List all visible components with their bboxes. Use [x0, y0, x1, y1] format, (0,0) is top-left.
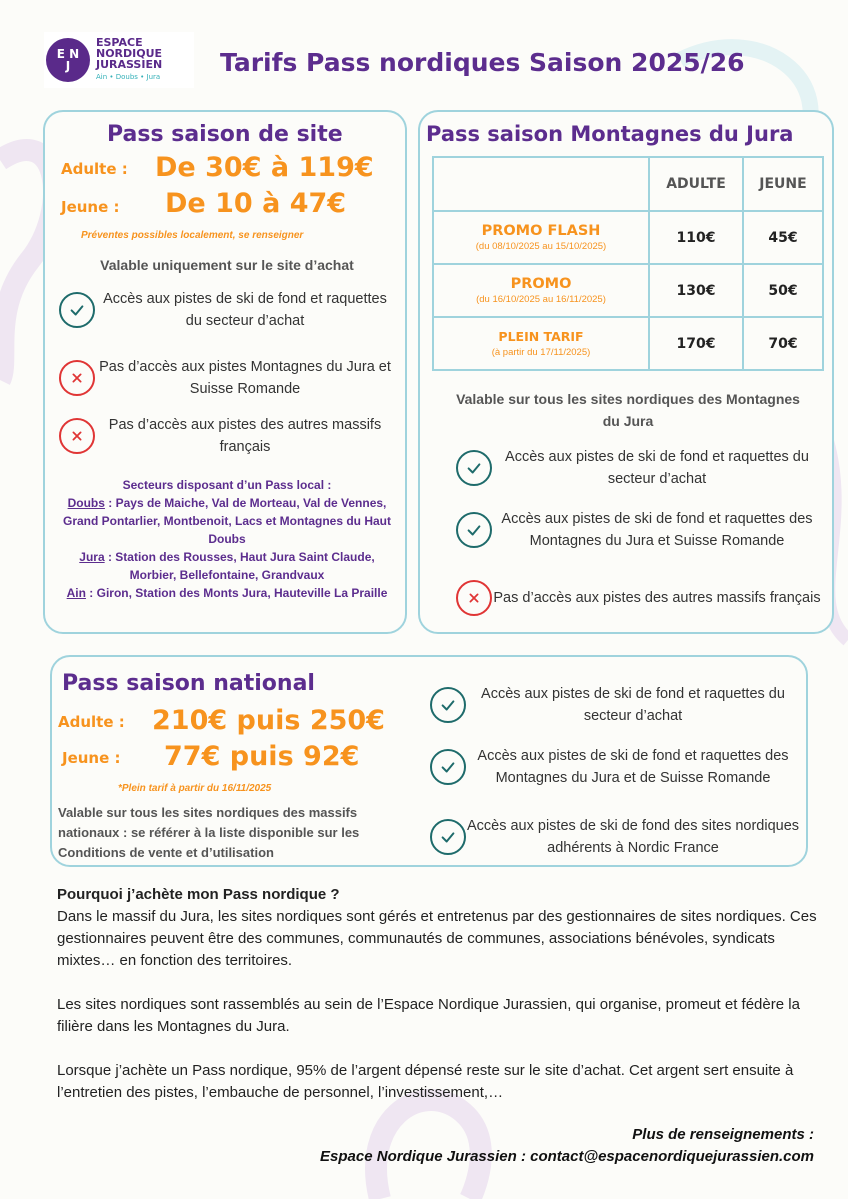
national-pass-feature: Accès aux pistes de ski de fond et raquettes des Montagnes du Jura et de Suisse Romande: [430, 745, 800, 789]
why-paragraph: Dans le massif du Jura, les sites nordiques sont gérés et entretenus par des gestionnaires de sites nordiques. Ces gestionnaires peuvent être des communes, communautés de communes, associations bénévoles, syndicats mixtes… en fonction des territoires.: [57, 908, 817, 969]
why-section: [57, 884, 817, 1126]
logo-wordmark: ESPACE NORDIQUE JURASSIEN Ain • Doubs • Jura: [96, 36, 163, 81]
local-pass-sectors: Secteurs disposant d’un Pass local : Doubs : Pays de Maiche, Val de Morteau, Val de Vennes, Grand Pontarlier, Montbenoit, Lacs et Montagnes du Haut Doubs Jura : Station des Rousses, Haut Jura Saint Claude, Morbier, Bellefontaine, Grandvaux Ain : Giron, Station des Monts Jura, Hauteville La Praille: [55, 476, 399, 602]
jura-pass-feature: Accès aux pistes de ski de fond et raquettes du secteur d’achat: [456, 446, 826, 490]
sector-ain: Ain : Giron, Station des Monts Jura, Hauteville La Praille: [66, 586, 388, 600]
table-row: PROMO FLASH (du 08/10/2025 au 15/10/2025) 110€ 45€: [433, 211, 823, 264]
check-icon: [456, 512, 492, 548]
national-pass-note: *Plein tarif à partir du 16/11/2025: [118, 783, 272, 794]
sector-doubs: Doubs : Pays de Maiche, Val de Morteau, Val de Vennes, Grand Pontarlier, Montbenoit, Lacs et Montagnes du Haut Doubs: [62, 496, 392, 546]
table-row: PROMO (du 16/10/2025 au 16/11/2025) 130€ 50€: [433, 264, 823, 317]
jura-pass-validity: Valable sur tous les sites nordiques des Montagnes du Jura: [456, 391, 800, 429]
national-pass-youth-label: Jeune :: [62, 749, 121, 767]
jura-pass-price-table: [432, 156, 824, 371]
why-paragraph: Les sites nordiques sont rassemblés au sein de l’Espace Nordique Jurassien, qui organise, promeut et fédère la filière dans les Montagnes du Jura.: [57, 996, 800, 1035]
check-icon: [430, 749, 466, 785]
site-pass-adult-label: Adulte :: [61, 160, 128, 178]
national-pass-feature: Accès aux pistes de ski de fond des sites nordiques adhérents à Nordic France: [430, 815, 800, 859]
check-icon: [59, 292, 95, 328]
jura-pass-card: [418, 110, 834, 634]
site-pass-youth-label: Jeune :: [61, 198, 120, 216]
site-pass-note: Préventes possibles localement, se renseigner: [81, 230, 304, 241]
national-pass-adult-label: Adulte :: [58, 713, 125, 731]
cross-icon: [59, 418, 95, 454]
cross-icon: [456, 580, 492, 616]
site-pass-youth-price: De 10 à 47€: [165, 188, 347, 219]
national-pass-card: [50, 655, 808, 867]
site-pass-card: [43, 110, 407, 634]
national-pass-adult-price: 210€ puis 250€: [152, 705, 385, 736]
jura-pass-feature: Accès aux pistes de ski de fond et raquettes des Montagnes du Jura et Suisse Romande: [456, 508, 826, 552]
jura-pass-feature: Pas d’accès aux pistes des autres massifs français: [456, 580, 826, 616]
sector-jura: Jura : Station des Rousses, Haut Jura Saint Claude, Morbier, Bellefontaine, Grandvaux: [79, 550, 375, 582]
site-pass-feature: Pas d’accès aux pistes Montagnes du Jura et Suisse Romande: [59, 356, 399, 400]
page-title: Tarifs Pass nordiques Saison 2025/26: [220, 48, 745, 77]
check-icon: [430, 819, 466, 855]
check-icon: [456, 450, 492, 486]
col-header-youth: JEUNE: [743, 157, 823, 211]
check-icon: [430, 687, 466, 723]
cross-icon: [59, 360, 95, 396]
site-pass-title: Pass saison de site: [107, 122, 343, 147]
why-paragraph: Lorsque j’achète un Pass nordique, 95% de l’argent dépensé reste sur le site d’achat. Cet argent sert ensuite à l’entretien des pistes, l’embauche de personnel, l’investissement,…: [57, 1062, 794, 1101]
logo: [44, 32, 194, 88]
contact-info: Plus de renseignements : Espace Nordique Jurassien : contact@espacenordiquejurassien.com: [320, 1124, 814, 1168]
national-pass-feature: Accès aux pistes de ski de fond et raquettes du secteur d’achat: [430, 683, 800, 727]
contact-email: Espace Nordique Jurassien : contact@espacenordiquejurassien.com: [320, 1148, 814, 1165]
site-pass-adult-price: De 30€ à 119€: [155, 152, 374, 183]
site-pass-feature: Accès aux pistes de ski de fond et raquettes du secteur d’achat: [59, 288, 399, 332]
site-pass-validity: Valable uniquement sur le site d’achat: [100, 257, 354, 273]
national-pass-validity: Valable sur tous les sites nordiques des massifs nationaux : se référer à la liste disponible sur les Conditions de vente et d’utilisation: [58, 805, 360, 860]
site-pass-feature: Pas d’accès aux pistes des autres massifs français: [59, 414, 399, 458]
jura-pass-title: Pass saison Montagnes du Jura: [426, 122, 794, 146]
col-header-adult: ADULTE: [649, 157, 743, 211]
national-pass-youth-price: 77€ puis 92€: [164, 741, 360, 772]
table-row: PLEIN TARIF (à partir du 17/11/2025) 170€ 70€: [433, 317, 823, 370]
why-question: Pourquoi j’achète mon Pass nordique ?: [57, 886, 340, 903]
logo-mark: E N J: [46, 38, 90, 82]
national-pass-title: Pass saison national: [62, 671, 315, 696]
